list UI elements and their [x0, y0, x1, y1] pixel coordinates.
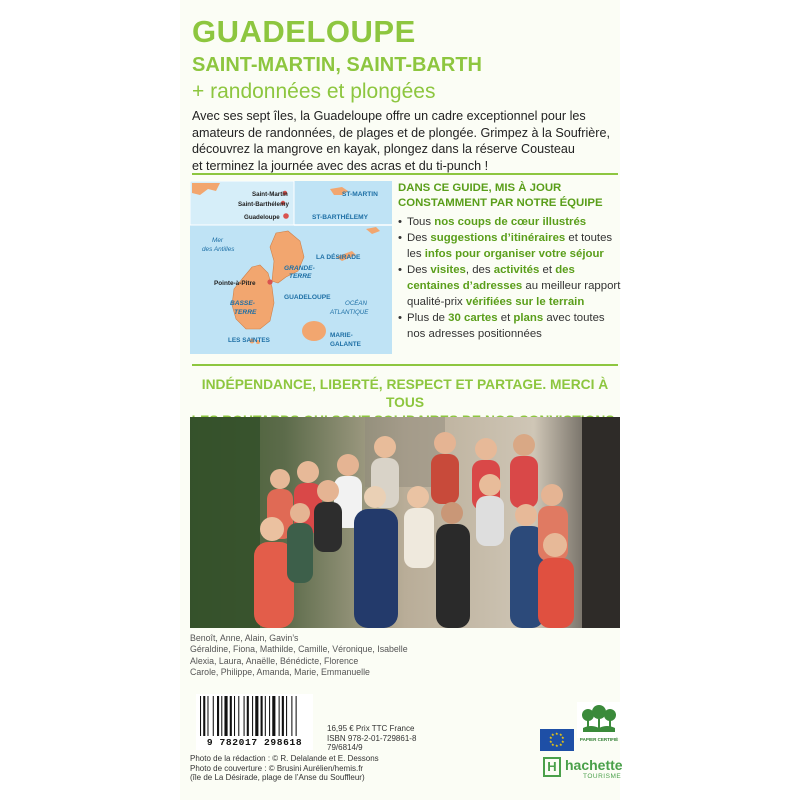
map-label: Pointe-à-Pitre — [214, 280, 256, 287]
map-label: ATLANTIQUE — [330, 309, 369, 316]
map-label: MARIE- — [330, 332, 353, 339]
map-label: ST-MARTIN — [342, 191, 378, 198]
team-photo — [190, 417, 620, 628]
team-names-line: Alexia, Laura, Anaëlle, Bénédicte, Florence — [190, 655, 359, 666]
svg-text:★: ★ — [559, 732, 563, 737]
credit-line: (île de La Désirade, plage de l’Anse du Souffleur) — [190, 773, 365, 783]
map-label: GRANDE- — [284, 265, 315, 272]
svg-text:★: ★ — [561, 735, 565, 740]
svg-text:★: ★ — [551, 732, 555, 737]
map-label: LES SAINTES — [228, 337, 270, 344]
intro-line: découvrez la mangrove en kayak, plongez dans la réserve Cousteau — [192, 142, 575, 156]
photo-plants — [190, 417, 260, 628]
map-label: ST-BARTHÉLEMY — [312, 214, 369, 221]
guadeloupe-map — [190, 181, 392, 354]
svg-text:★: ★ — [549, 739, 553, 744]
svg-text:★: ★ — [559, 742, 563, 747]
team-names-line: Benoît, Anne, Alain, Gavin’s — [190, 633, 299, 643]
svg-text:★: ★ — [561, 739, 565, 744]
map-label: Saint-Martin — [252, 191, 288, 198]
publisher-subname: TOURISME — [583, 773, 622, 780]
feature-item: • Plus de 30 cartes et plans avec toutes nos adresses positionnées — [398, 310, 623, 342]
marie-galante-island — [302, 321, 326, 341]
features-heading-line: CONSTAMMENT PAR NOTRE ÉQUIPE — [398, 196, 603, 209]
team-names — [190, 633, 408, 679]
inset-dot-guadeloupe — [283, 213, 289, 219]
divider-top — [192, 173, 618, 175]
publisher-name: hachette — [565, 757, 623, 773]
svg-text:★: ★ — [555, 743, 559, 748]
map-label: Saint-Barthélemy — [238, 201, 289, 208]
map-label: LA DÉSIRADE — [316, 254, 361, 261]
price-line: 16,95 € Prix TTC France — [327, 724, 415, 733]
svg-text:★: ★ — [551, 742, 555, 747]
divider-middle — [192, 364, 618, 366]
map-label: OCÉAN — [345, 300, 368, 307]
book-title: GUADELOUPE — [192, 14, 416, 49]
intro-line: Avec ses sept îles, la Guadeloupe offre un cadre exceptionnel pour les — [192, 109, 586, 123]
photo-credits — [190, 754, 379, 783]
svg-text:★: ★ — [555, 731, 559, 736]
map-label: GALANTE — [330, 341, 361, 348]
features-list — [398, 214, 623, 342]
features-heading — [398, 181, 623, 210]
map-label: TERRE — [289, 273, 312, 280]
team-names-line: Géraldine, Fiona, Mathilde, Camille, Véronique, Isabelle — [190, 644, 408, 655]
feature-item: • Des suggestions d’itinéraires et toutes les infos pour organiser votre séjour — [398, 230, 623, 262]
eu-flag-icon — [540, 729, 574, 751]
price-isbn — [327, 724, 416, 753]
intro-line: amateurs de randonnées, de plages et de plongée. Grimpez à la Soufrière, — [192, 125, 610, 140]
credit-line: Photo de couverture : © Brusini Aurélien/hemis.fr — [190, 763, 364, 773]
credit-line: Photo de la rédaction : © R. Delalande et E. Dessons — [190, 754, 379, 763]
book-tagline: + randonnées et plongées — [192, 80, 436, 103]
ref-line: 79/6814/9 — [327, 743, 363, 753]
guide-features — [398, 181, 623, 342]
barcode-number: 9 782017 298618 — [196, 737, 313, 748]
feature-item: • Tous nos coups de cœur illustrés — [398, 214, 623, 230]
map-label: GUADELOUPE — [284, 294, 331, 301]
intro-line: et terminez la journée avec des acras et du ti-punch ! — [192, 158, 489, 173]
features-heading-line: DANS CE GUIDE, MIS À JOUR — [398, 182, 562, 194]
pointe-a-pitre-marker — [267, 279, 272, 284]
eco-label-icon — [577, 702, 621, 738]
map-label: Mer — [212, 237, 224, 244]
photo-door — [582, 417, 620, 628]
intro-paragraph — [192, 108, 622, 174]
motto-line: INDÉPENDANCE, LIBERTÉ, RESPECT ET PARTAGE. MERCI À TOUS — [201, 377, 609, 410]
map-label: BASSE- — [230, 300, 255, 307]
isbn-line: ISBN 978-2-01-729861-8 — [327, 733, 417, 743]
barcode-bars — [196, 694, 313, 738]
book-subtitle: SAINT-MARTIN, SAINT-BARTH — [192, 54, 482, 76]
map-label: TERRE — [234, 309, 257, 316]
eco-label-text: PAPIER CERTIFIÉ — [579, 737, 619, 742]
hachette-logo-icon: H — [543, 757, 561, 777]
map-label: des Antilles — [202, 246, 235, 253]
feature-item: • Des visites, des activités et des centaines d’adresses au meilleur rapport qualité-prix vérifiées sur le terrain — [398, 262, 623, 310]
team-names-line: Carole, Philippe, Amanda, Marie, Emmanuelle — [190, 667, 370, 678]
svg-text:★: ★ — [549, 735, 553, 740]
map-label: Guadeloupe — [244, 214, 280, 221]
